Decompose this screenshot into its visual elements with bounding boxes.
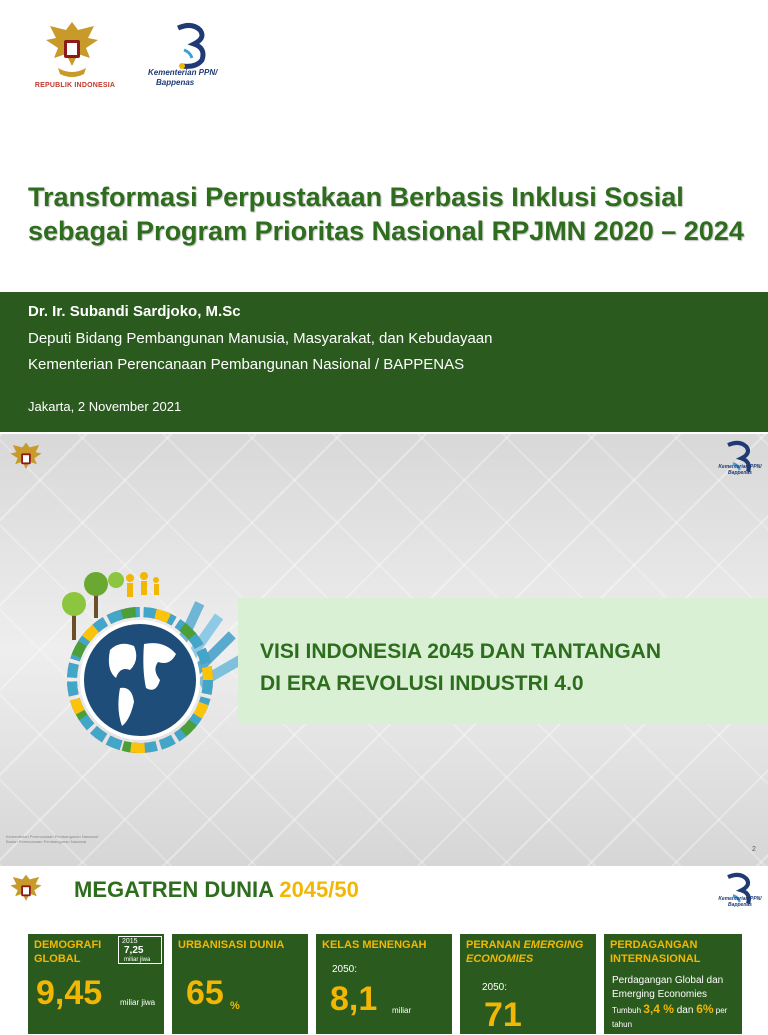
bappenas-caption-line2: Bappenas xyxy=(728,902,752,908)
card-growth-line xyxy=(612,1002,736,1032)
card-header: PERDAGANGAN INTERNASIONAL xyxy=(610,939,701,965)
title-line-2: sebagai Program Prioritas Nasional RPJMN 2020 – 2024 xyxy=(28,216,744,246)
slide-1-cover xyxy=(0,0,768,432)
card-header: DEMOGRAFI GLOBAL xyxy=(34,939,102,965)
card-header xyxy=(466,938,590,966)
presentation-date: Jakarta, 2 November 2021 xyxy=(28,399,182,414)
bappenas-caption-line2: Bappenas xyxy=(728,470,752,476)
card-description-text: Perdagangan Global dan Emerging Economies xyxy=(612,975,724,1000)
growth-prefix: Tumbuh xyxy=(612,1006,644,1015)
section-title-box xyxy=(238,598,768,724)
baseline-year: 2015 xyxy=(122,938,138,945)
megatren-title-main: MEGATREN DUNIA xyxy=(74,877,280,902)
card-urbanisasi-dunia xyxy=(172,934,308,1034)
baseline-value: 7,25 xyxy=(124,945,144,956)
author-role-line1: Deputi Bidang Pembangunan Manusia, Masyarakat, dan Kebudayaan xyxy=(28,330,493,347)
people-icon xyxy=(126,572,159,597)
growth-joiner: dan xyxy=(673,1005,697,1016)
globe-icon xyxy=(82,622,198,738)
bappenas-caption xyxy=(714,464,766,476)
card-big-value: 8,1 xyxy=(330,980,378,1018)
globe-sustainability-illustration xyxy=(60,570,250,760)
growth-suffix: per tahun xyxy=(612,1006,728,1029)
section-title-line1: VISI INDONESIA 2045 DAN TANTANGAN xyxy=(260,640,661,663)
bappenas-caption xyxy=(714,896,766,908)
card-description xyxy=(612,974,736,1032)
growth-value-1: 3,4 % xyxy=(643,1002,674,1016)
slide-2-section-title xyxy=(0,434,768,866)
card-unit: miliar jiwa xyxy=(120,998,156,1007)
garuda-emblem-icon xyxy=(42,18,102,84)
megatren-cards xyxy=(28,934,742,1034)
baseline-year-box xyxy=(118,936,162,964)
section-title-line2: DI ERA REVOLUSI INDUSTRI 4.0 xyxy=(260,672,584,695)
card-kelas-menengah xyxy=(316,934,452,1034)
megatren-title xyxy=(74,877,359,903)
card-big-value: 71 xyxy=(484,996,522,1034)
garuda-emblem-icon xyxy=(8,872,44,912)
slide-footer xyxy=(6,834,99,844)
megatren-title-year: 2045/50 xyxy=(279,877,359,902)
bappenas-logo-icon xyxy=(170,22,210,70)
presenter-band xyxy=(0,292,768,432)
garuda-emblem-icon xyxy=(8,440,44,480)
logo-row xyxy=(30,18,250,98)
republik-indonesia-caption: REPUBLIK INDONESIA xyxy=(34,82,116,89)
card-header-part2: EMERGING ECONOMIES xyxy=(466,939,584,965)
card-label: 2050: xyxy=(332,964,358,975)
card-demografi-global xyxy=(28,934,164,1034)
growth-value-2: 6% xyxy=(696,1002,714,1016)
presentation-title xyxy=(28,180,748,248)
card-header-part1: PERANAN xyxy=(466,939,524,951)
page-number: 2 xyxy=(752,846,756,853)
card-perdagangan-internasional xyxy=(604,934,742,1034)
bappenas-caption-line2: Bappenas xyxy=(156,78,195,87)
bappenas-caption-line1: Kementerian PPN/ xyxy=(718,464,762,470)
title-line-1: Transformasi Perpustakaan Berbasis Inklusi Sosial xyxy=(28,182,684,212)
card-unit: % xyxy=(230,1000,240,1012)
bappenas-caption xyxy=(148,68,228,88)
author-role-line2: Kementerian Perencanaan Pembangunan Nasional / BAPPENAS xyxy=(28,356,465,373)
bappenas-caption-line1: Kementerian PPN/ xyxy=(148,68,218,77)
baseline-unit: miliar jiwa xyxy=(124,957,151,963)
card-label: 2050: xyxy=(482,982,508,993)
card-big-value: 9,45 xyxy=(36,974,103,1012)
section-title xyxy=(260,636,750,700)
author-name: Dr. Ir. Subandi Sardjoko, M.Sc xyxy=(28,303,241,320)
footer-line1: Kementerian Perencanaan Pembangunan Nasional/ xyxy=(6,834,99,839)
card-big-value: 65 xyxy=(186,974,224,1012)
card-header: KELAS MENENGAH xyxy=(322,939,427,951)
bappenas-caption-line1: Kementerian PPN/ xyxy=(718,896,762,902)
footer-line2: Badan Perencanaan Pembangunan Nasional xyxy=(6,839,87,844)
card-unit: miliar xyxy=(392,1006,412,1015)
slide-3-megatren xyxy=(0,868,768,1034)
card-header: URBANISASI DUNIA xyxy=(178,939,285,951)
card-peranan-emerging-economies xyxy=(460,934,596,1034)
